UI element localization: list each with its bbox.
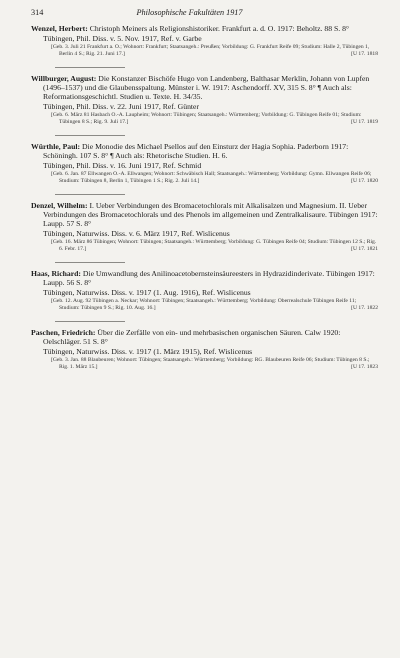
bibliography-entry <box>31 328 378 371</box>
entry-vita <box>31 357 378 371</box>
entry-divider <box>55 262 125 263</box>
entry-title-text: Christoph Meiners als Religionshistoriker. Frankfurt a. d. O. 1917: Beholtz. 88 S. 8° <box>89 24 350 33</box>
page-number: 314 <box>31 8 44 17</box>
entry-vita-text: [Geb. 16. März 86 Tübingen; Wohnort: Tübingen; Staatsangeh.: Württemberg; Vorbildung: G. Tübingen Reife 04; Studium: Tübingen 12 S.; Rig. 6. Febr. 17.] <box>51 239 377 252</box>
entry-dissertation: Tübingen, Phil. Diss. v. 22. Juni 1917, Ref. Günter <box>43 102 200 111</box>
entry-author: Denzel, Wilhelm: <box>31 201 88 210</box>
entry-title-text: Über die Zerfälle von ein- und mehrbasischen organischen Säuren. Calw 1920: Oelschläger. 51 S. 8° <box>43 328 341 346</box>
entry-title <box>31 201 378 228</box>
entry-divider <box>55 321 125 322</box>
bibliography-entry <box>31 269 378 312</box>
entry-author: Wenzel, Herbert: <box>31 24 88 33</box>
bibliography-entry <box>31 74 378 126</box>
entry-vita <box>31 171 378 185</box>
entry-author: Willburger, August: <box>31 74 97 83</box>
entry-title <box>31 142 378 160</box>
entry-divider <box>55 67 125 68</box>
entry-title-text: Die Monodie des Michael Psellos auf den Einsturz der Hagia Sophia. Paderborn 1917: Schöningh. 107 S. 8° ¶ Auch als: Rhetorische Studien. H. 6. <box>43 142 349 160</box>
entry-dissertation: Tübingen, Naturwiss. Diss. v. 1917 (1. Aug. 1916), Ref. Wislicenus <box>43 288 251 297</box>
entry-vita-text: [Geb. 12. Aug. 92 Tübingen a. Neckar; Wohnort: Tübingen; Staatsangeh.: Württemberg; Vorbildung: Oberrealschule Tübingen Reife 11; Studium: Tübingen 9 S.; Rig. 10. Aug. 16.] <box>51 298 357 311</box>
bibliography-entry <box>31 142 378 185</box>
running-title: Philosophische Fakultäten 1917 <box>136 8 243 17</box>
entry-divider <box>55 194 125 195</box>
entry-author: Haas, Richard: <box>31 269 81 278</box>
entry-vita-text: [Geb. 3. Jan. 88 Blaubeuren; Wohnort: Tübingen; Staatsangeh.: Württemberg; Vorbildung: RG. Blaubeuren Reife 06; Studium: Tübingen 8 S.; Rig. 1. März 15.] <box>51 357 370 370</box>
entry-signature: [U 17. 1820 <box>351 178 378 184</box>
entry-title-text: Die Konstanzer Bischöfe Hugo von Landenberg, Balthasar Merklin, Johann von Lupfen (1496–1537) und die Glaubensspaltung. Münster i. W. 1917: Aschendorff. XV, 315 S. 8° ¶ Auch als: Reformationsgeschichtl. Studien u. Texte. H. 34/35. <box>43 74 370 101</box>
entry-signature: [U 17. 1823 <box>351 364 378 370</box>
page-header <box>31 8 378 17</box>
entry-dissertation: Tübingen, Naturwiss. Diss. v. 6. März 1917, Ref. Wislicenus <box>43 229 230 238</box>
entry-signature: [U 17. 1818 <box>351 51 378 57</box>
entry-dissertation: Tübingen, Phil. Diss. v. 16. Juni 1917, Ref. Schmid <box>43 161 202 170</box>
entry-signature: [U 17. 1821 <box>351 246 378 252</box>
entry-vita-text: [Geb. 6. Jan. 87 Ellwangen O.-A. Ellwangen; Wohnort: Schwäbisch Hall; Staatsangeh.: Württemberg; Vorbildung: Gymn. Ellwangen Reife 06; Studium: Tübingen 8, Berlin 1, Tübingen 1 S.; Rig. 2. Juli 14.] <box>51 171 372 184</box>
entry-vita <box>31 298 378 312</box>
entry-vita <box>31 44 378 58</box>
bibliography-entry <box>31 201 378 253</box>
entry-title <box>31 74 378 101</box>
entry-title <box>31 24 378 33</box>
entry-author: Würthle, Paul: <box>31 142 81 151</box>
entry-vita-text: [Geb. 3. Juli 21 Frankfurt a. O.; Wohnort: Frankfurt; Staatsangeh.: Preußen; Vorbildung: G. Frankfurt Reife 09; Studium: Halle 2, Tübingen 1, Berlin 4 S.; Rig. 21. Juni 17.] <box>51 44 370 57</box>
entry-author: Paschen, Friedrich: <box>31 328 96 337</box>
entry-vita <box>31 239 378 253</box>
entry-vita <box>31 112 378 126</box>
entry-vita-text: [Geb. 6. März 81 Hasbach O.-A. Laupheim; Wohnort: Tübingen; Staatsangeh.: Württemberg; Vorbildung: G. Tübingen Reife 01; Studium: Tübingen 8 S.; Rig. 9. Juli 17.] <box>51 112 362 125</box>
entry-dissertation: Tübingen, Naturwiss. Diss. v. 1917 (1. März 1915), Ref. Wislicenus <box>43 347 253 356</box>
entry-signature: [U 17. 1822 <box>351 305 378 311</box>
entry-title <box>31 328 378 346</box>
entry-dissertation: Tübingen, Phil. Diss. v. 5. Nov. 1917, Ref. v. Garbe <box>43 34 202 43</box>
bibliography-entry <box>31 24 378 58</box>
entry-signature: [U 17. 1819 <box>351 119 378 125</box>
entry-title-text: Die Umwandlung des Anilinoacetobernsteinsäureesters in Hydrazidinderivate. Tübingen 1917: Laupp. 56 S. 8° <box>43 269 375 287</box>
entry-title-text: I. Ueber Verbindungen des Bromacetochlorals mit Alkalisalzen und Magnesium. II. Ueber Verbindungen des Bromacetochlorals und des Phenols im allgemeinen und Zentralkalisaure. Tübingen 1917: Laupp. 57 S. 8° <box>43 201 378 228</box>
entry-title <box>31 269 378 287</box>
entry-divider <box>55 135 125 136</box>
